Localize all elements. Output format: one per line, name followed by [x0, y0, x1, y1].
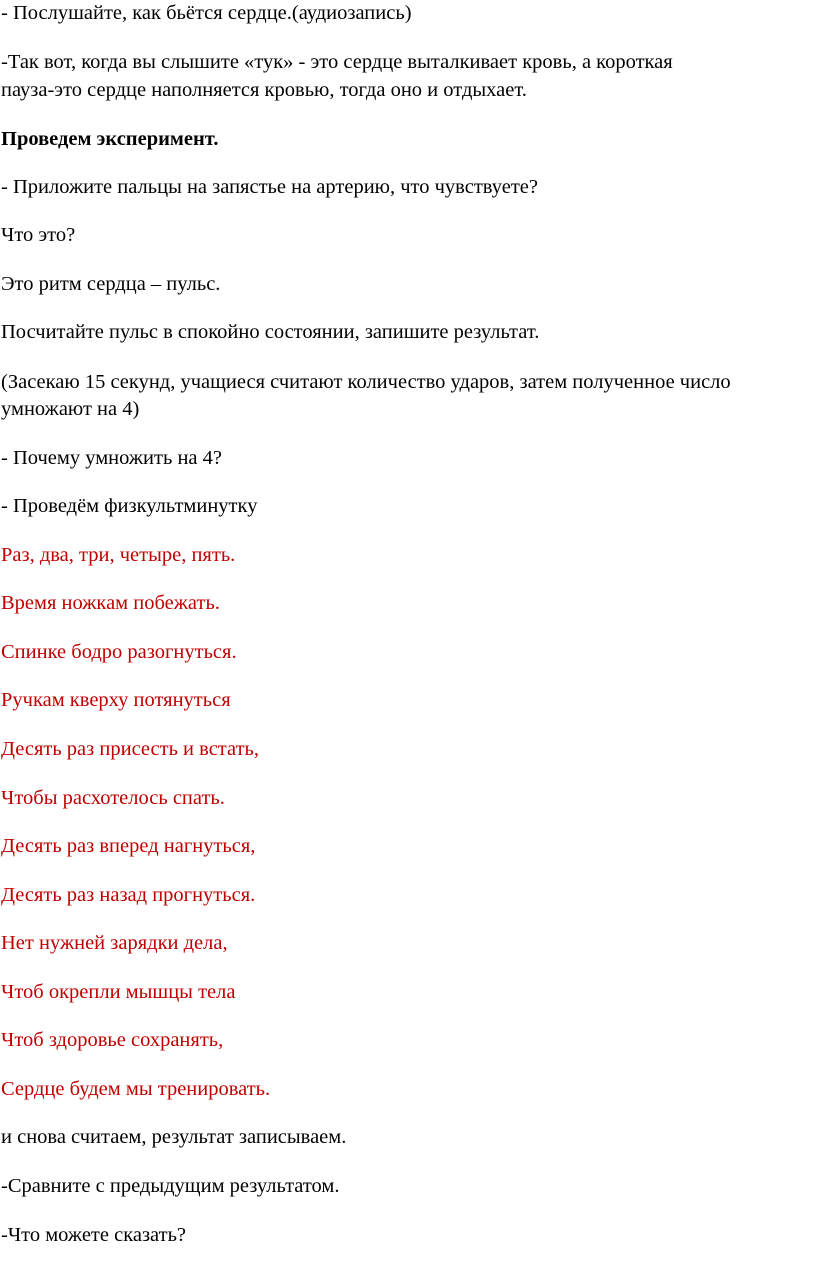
compare-line: -Сравните с предыдущим результатом. — [1, 1175, 340, 1197]
poem-line: Раз, два, три, четыре, пять. — [1, 544, 236, 566]
what-question: Что это? — [1, 224, 76, 246]
teacher-note-line-2: умножают на 4) — [1, 398, 140, 420]
count-task: Посчитайте пульс в спокойно состоянии, запишите результат. — [1, 321, 540, 343]
explanation-line-2: пауза-это сердце наполняется кровью, тогда оно и отдыхает. — [1, 79, 527, 101]
poem-line: Чтоб здоровье сохранять, — [1, 1029, 224, 1051]
audio-line: - Послушайте, как бьётся сердце.(аудиозапись) — [1, 2, 412, 24]
poem-line: Спинке бодро разогнуться. — [1, 641, 237, 663]
poem-line: Десять раз назад прогнуться. — [1, 884, 256, 906]
fizminutka-line: - Проведём физкультминутку — [1, 495, 258, 517]
poem-line: Сердце будем мы тренировать. — [1, 1078, 271, 1100]
explanation-line-1: -Так вот, когда вы слышите «тук» - это сердце выталкивает кровь, а короткая — [1, 51, 673, 73]
what-say-line: -Что можете сказать? — [1, 1224, 187, 1246]
poem-line: Нет нужней зарядки дела, — [1, 932, 228, 954]
fingers-question: - Приложите пальцы на запястье на артерию, что чувствуете? — [1, 176, 538, 198]
count-again-line: и снова считаем, результат записываем. — [1, 1126, 347, 1148]
why-question: - Почему умножить на 4? — [1, 447, 223, 469]
poem-line: Десять раз присесть и встать, — [1, 738, 260, 760]
pulse-answer: Это ритм сердца – пульс. — [1, 273, 221, 295]
poem-line: Чтоб окрепли мышцы тела — [1, 981, 236, 1003]
poem-line: Чтобы расхотелось спать. — [1, 787, 225, 809]
poem-line: Десять раз вперед нагнуться, — [1, 835, 256, 857]
poem-line: Ручкам кверху потянуться — [1, 689, 231, 711]
teacher-note-line-1: (Засекаю 15 секунд, учащиеся считают количество ударов, затем полученное число — [1, 371, 731, 393]
experiment-heading: Проведем эксперимент. — [1, 128, 219, 150]
poem-line: Время ножкам побежать. — [1, 592, 220, 614]
